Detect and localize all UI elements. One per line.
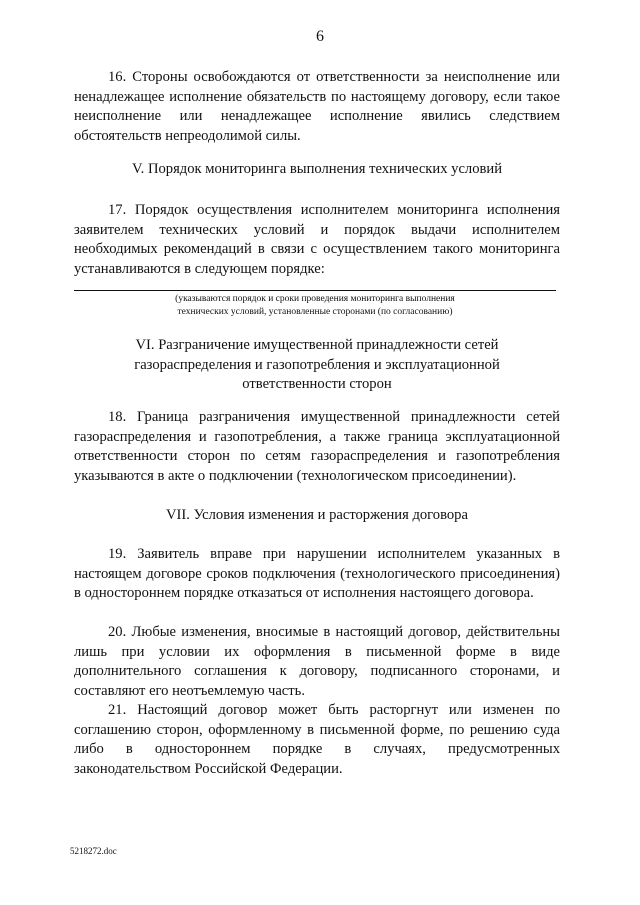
- file-name-footer: 5218272.doc: [70, 846, 117, 856]
- paragraph-19: 19. Заявитель вправе при нарушении исполнителем указанных в настоящем договоре сроков подключения (технологического присоединения) в одностороннем порядке отказаться от исполнения настоящего договора.: [74, 546, 560, 601]
- paragraph-20: 20. Любые изменения, вносимые в настоящий договор, действительны лишь при условии их оформления в письменной форме в виде дополнительного соглашения к договору, подписанного сторонами, и составляют его неотъемлемую часть.: [74, 624, 560, 699]
- fill-in-note-line-1: (указываются порядок и сроки проведения мониторинга выполнения: [175, 294, 455, 304]
- section-5-title: V. Порядок мониторинга выполнения технических условий: [131, 161, 503, 177]
- section-7-title: VII. Условия изменения и расторжения договора: [166, 507, 468, 523]
- fill-in-line: [74, 290, 556, 291]
- section-6-title-line-2: газораспределения и газопотребления и эксплуатационной: [134, 356, 500, 373]
- page-number: 6: [316, 28, 324, 45]
- paragraph-21: 21. Настоящий договор может быть расторгнут или изменен по соглашению сторон, оформленному в письменной форме, по решению суда либо в одностороннем порядке в случаях, предусмотренных законодательством Российской Федерации.: [74, 702, 560, 777]
- section-6-title-line-3: ответственности сторон: [242, 376, 392, 392]
- section-6-title-line-1: VI. Разграничение имущественной принадлежности сетей: [135, 337, 499, 353]
- fill-in-note-line-2: технических условий, установленные сторонами (по согласованию): [177, 307, 453, 317]
- section-6-title: [74, 336, 560, 395]
- fill-in-note: [74, 293, 556, 319]
- paragraph-16: 16. Стороны освобождаются от ответственности за неисполнение или ненадлежащее исполнение обязательств по настоящему договору, если такое неисполнение или ненадлежащее исполнение явились следствием обстоятельств непреодолимой силы.: [74, 69, 560, 144]
- paragraph-18: 18. Граница разграничения имущественной принадлежности сетей газораспределения и газопотребления, а также граница эксплуатационной ответственности сторон по сетям газораспределения и газопотребления указываются в акте о подключении (технологическом присоединении).: [74, 409, 560, 484]
- paragraph-17: 17. Порядок осуществления исполнителем мониторинга исполнения заявителем технических условий и порядок выдачи исполнителем необходимых рекомендаций в связи с осуществлением такого мониторинга устанавливаются в следующем порядке:: [74, 202, 560, 277]
